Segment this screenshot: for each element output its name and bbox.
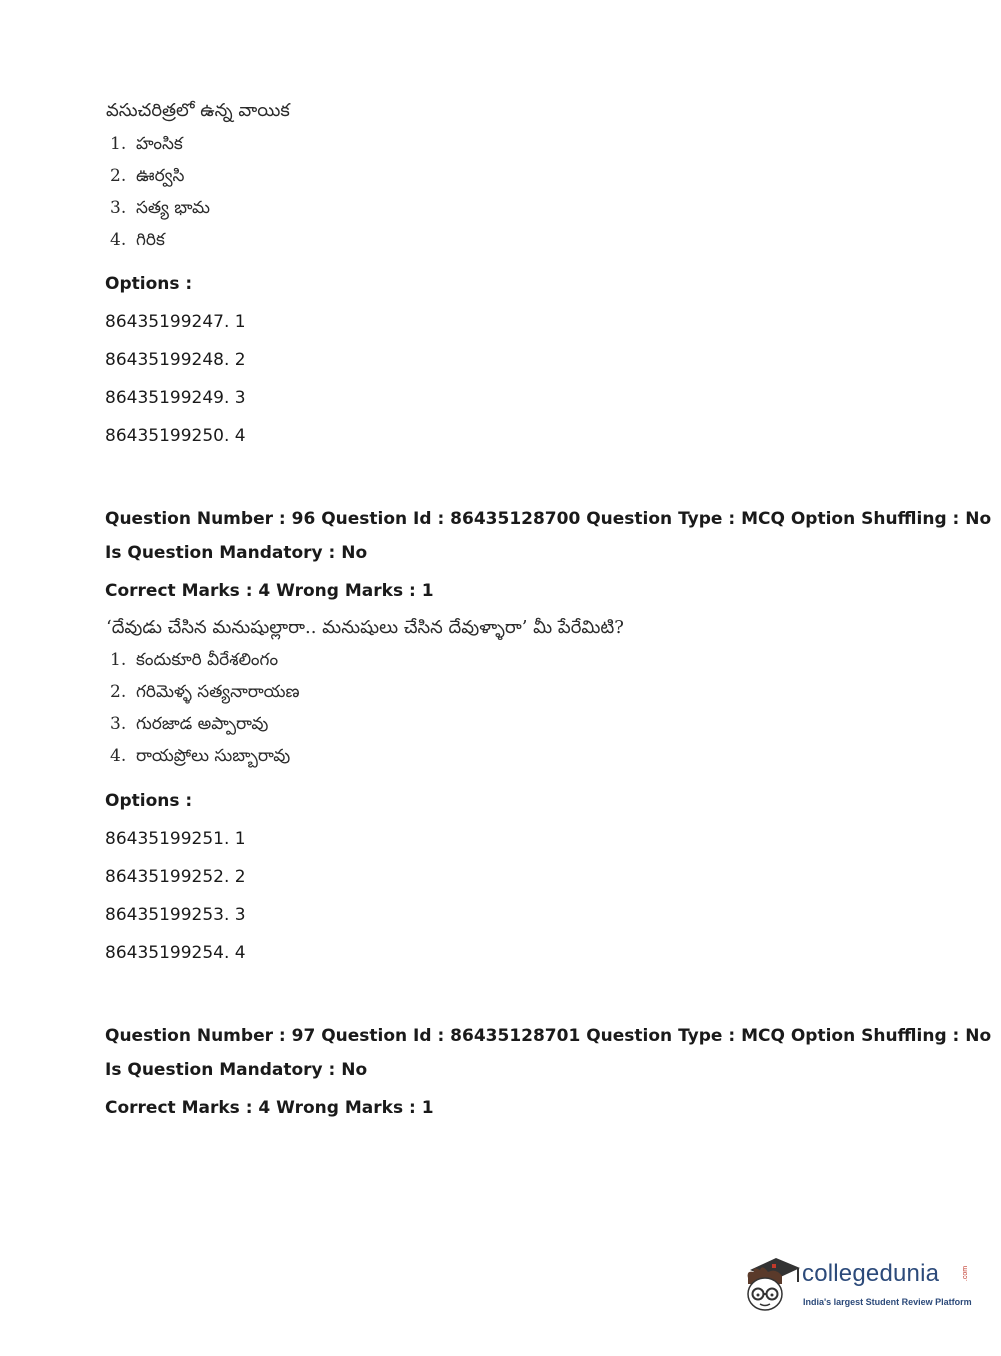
q95-choice-3: 3. సత్య భామ — [110, 198, 210, 218]
q95-option-4: 86435199250. 4 — [105, 426, 246, 446]
q97-mandatory: Is Question Mandatory : No — [105, 1060, 368, 1080]
q95-choice-4: 4. గిరిక — [110, 230, 165, 250]
q96-header: Question Number : 96 Question Id : 86435128700 Question Type : MCQ Option Shuffling : No — [105, 509, 992, 529]
q96-option-4: 86435199254. 4 — [105, 943, 246, 963]
q96-option-1: 86435199251. 1 — [105, 829, 246, 849]
q96-mandatory: Is Question Mandatory : No — [105, 543, 368, 563]
q97-marks: Correct Marks : 4 Wrong Marks : 1 — [105, 1098, 434, 1118]
q96-stem: ‘దేవుడు చేసిన మనుషుల్లారా.. మనుషులు చేసిన దేవుళ్ళారా’ మీ పేరేమిటి? — [106, 617, 624, 638]
q96-choice-4: 4. రాయప్రోలు సుబ్బారావు — [110, 746, 291, 766]
brand-com: .com — [962, 1265, 970, 1282]
q95-stem: వసుచరిత్రలో ఉన్న వాయిక — [106, 100, 290, 121]
q96-marks: Correct Marks : 4 Wrong Marks : 1 — [105, 581, 434, 601]
q95-option-3: 86435199249. 3 — [105, 388, 246, 408]
q96-option-3: 86435199253. 3 — [105, 905, 246, 925]
student-mascot-icon — [742, 1250, 802, 1316]
q96-option-2: 86435199252. 2 — [105, 867, 246, 887]
brand-name: collegedunia — [802, 1260, 940, 1287]
q95-choice-2: 2. ఊర్వసి — [110, 166, 185, 186]
q97-header: Question Number : 97 Question Id : 86435128701 Question Type : MCQ Option Shuffling : No — [105, 1026, 992, 1046]
brand-logo — [742, 1250, 972, 1316]
q95-option-2: 86435199248. 2 — [105, 350, 246, 370]
q96-options-label: Options : — [105, 791, 193, 811]
q96-choice-3: 3. గురజాడ అప్పారావు — [110, 714, 269, 734]
q96-choice-2: 2. గరిమెళ్ళ సత్యనారాయణ — [110, 682, 300, 702]
q95-options-label: Options : — [105, 274, 193, 294]
q96-choice-1: 1. కందుకూరి వీరేశలింగం — [110, 650, 279, 670]
brand-tagline: India's largest Student Review Platform — [803, 1297, 972, 1307]
q95-choice-1: 1. హంసిక — [110, 134, 183, 154]
q95-option-1: 86435199247. 1 — [105, 312, 246, 332]
